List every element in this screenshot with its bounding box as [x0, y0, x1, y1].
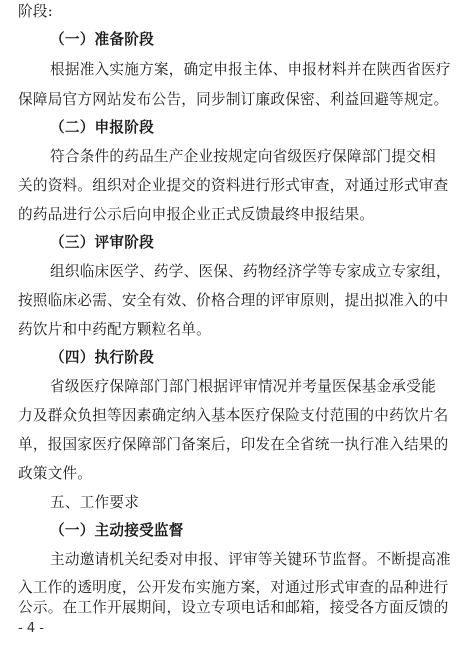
- text-line: 主动邀请机关纪委对申报、评审等关键环节监督。不断提高准: [50, 551, 451, 568]
- page-number: - 4 -: [18, 621, 44, 636]
- subheading-supervision: （一）主动接受监督: [50, 522, 184, 539]
- text-line: 关的资料。组织对企业提交的资料进行形式审查，对通过形式审查: [18, 177, 449, 194]
- text-line: 单，报国家医疗保障部门备案后，印发在全省统一执行准入结果的: [18, 436, 449, 453]
- text-line: 组织临床医学、药学、医保、药物经济学等专家成立专家组，: [50, 263, 451, 280]
- text-line: 公示。在工作开展期间，设立专项电话和邮箱，接受各方面反馈的: [18, 599, 449, 616]
- text-line: 药饮片和中药配方颗粒名单。: [18, 321, 211, 338]
- text-line: 阶段:: [18, 3, 53, 20]
- text-line: 保障局官方网站发布公告，同步制订廉政保密、利益回避等规定。: [18, 91, 449, 108]
- text-line: 省级医疗保障部门部门根据评审情况并考量医保基金承受能: [50, 378, 436, 395]
- text-line: 符合条件的药品生产企业按规定向省级医疗保障部门提交相: [50, 148, 436, 165]
- text-line: 根据准入实施方案，确定申报主体、申报材料并在陕西省医疗: [50, 61, 451, 78]
- subheading-review: （三）评审阶段: [50, 234, 154, 251]
- subheading-application: （二）申报阶段: [50, 119, 154, 136]
- text-line: 的药品进行公示后向申报企业正式反馈最终申报结果。: [18, 206, 375, 223]
- section-heading-work-requirements: 五、工作要求: [50, 494, 140, 511]
- subheading-preparation: （一）准备阶段: [50, 31, 154, 48]
- text-line: 政策文件。: [18, 465, 93, 482]
- text-line: 力及群众负担等因素确定纳入基本医疗保险支付范围的中药饮片名: [18, 407, 449, 424]
- text-line: 按照临床必需、安全有效、价格合理的评审原则，提出拟准入的中: [18, 292, 449, 309]
- subheading-execution: （四）执行阶段: [50, 349, 154, 366]
- text-line: 入工作的透明度，公开发布实施方案，对通过形式审查的品种进行: [18, 579, 449, 596]
